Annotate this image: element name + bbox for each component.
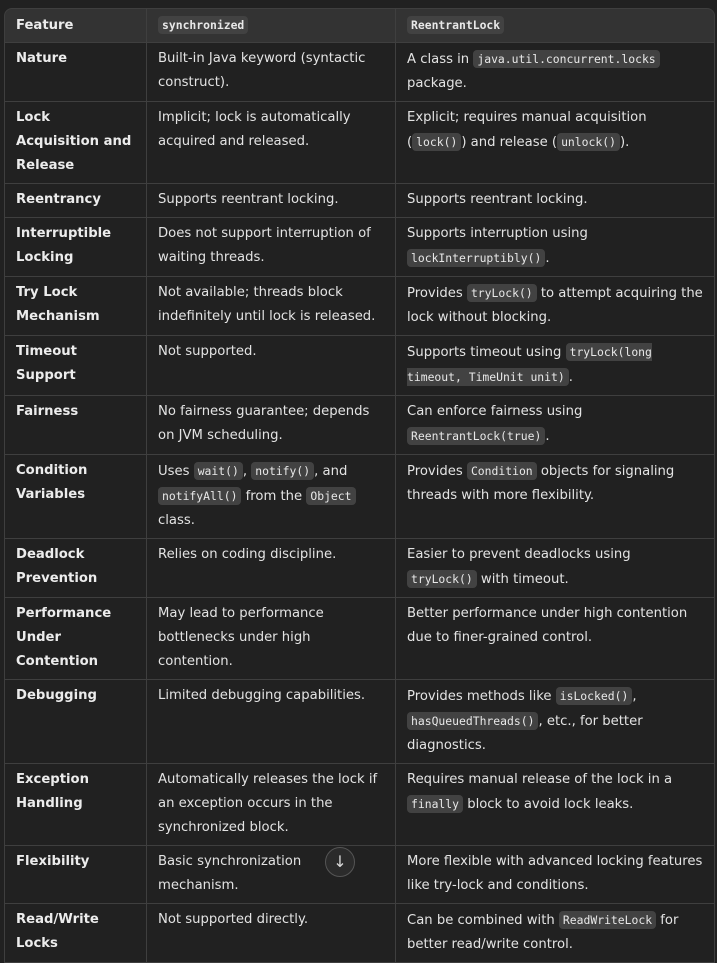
table-row [4, 277, 715, 336]
cell-text: Supports reentrant locking. [407, 192, 588, 207]
inline-code: ReadWriteLock [559, 911, 656, 929]
cell-text: . [568, 370, 573, 385]
cell-text: Built-in Java keyword (syntactic construct). [158, 51, 366, 90]
cell-text: Can enforce fairness using [407, 404, 583, 419]
table-row [4, 764, 715, 846]
feature-cell: Nature [4, 43, 147, 102]
header-reentrantlock-code: ReentrantLock [407, 16, 504, 34]
feature-cell: Reentrancy [4, 184, 147, 218]
cell-text: Explicit; requires manual acquisition ( [407, 110, 647, 150]
feature-cell: Condition Variables [4, 455, 147, 539]
table-row [4, 336, 715, 396]
inline-code: finally [407, 795, 463, 813]
synchronized-cell [147, 336, 396, 396]
table-row [4, 904, 715, 963]
table-row [4, 680, 715, 764]
header-synchronized [147, 8, 396, 43]
table-row [4, 846, 715, 904]
cell-text: , [632, 689, 637, 704]
cell-text: Not supported. [158, 344, 257, 359]
reentrantlock-cell [396, 764, 715, 846]
feature-cell: Read/Write Locks [4, 904, 147, 963]
feature-cell: Performance Under Contention [4, 598, 147, 680]
cell-text: for better read/write control. [407, 913, 679, 952]
reentrantlock-cell [396, 680, 715, 764]
inline-code: notify() [251, 462, 314, 480]
cell-text: Not available; threads block indefinitely until lock is released. [158, 285, 376, 324]
inline-code: unlock() [557, 133, 620, 151]
synchronized-cell [147, 846, 396, 904]
inline-code: tryLock() [467, 284, 537, 302]
scroll-to-bottom-button[interactable] [325, 847, 355, 877]
cell-text: to attempt acquiring the lock without blocking. [407, 286, 703, 325]
cell-text: from the [241, 489, 307, 504]
cell-text: Provides methods like [407, 689, 556, 704]
synchronized-cell [147, 43, 396, 102]
table-row [4, 184, 715, 218]
cell-text: Can be combined with [407, 913, 559, 928]
inline-code: ReentrantLock(true) [407, 427, 545, 445]
cell-text: Does not support interruption of waiting threads. [158, 226, 371, 265]
reentrantlock-cell [396, 277, 715, 336]
cell-text: package. [407, 76, 467, 91]
table-row [4, 43, 715, 102]
synchronized-cell [147, 539, 396, 598]
synchronized-cell [147, 764, 396, 846]
reentrantlock-cell [396, 396, 715, 455]
reentrantlock-cell [396, 455, 715, 539]
comparison-table [4, 8, 715, 963]
cell-text: Not supported directly. [158, 912, 309, 927]
feature-cell: Lock Acquisition and Release [4, 102, 147, 184]
cell-text: Requires manual release of the lock in a [407, 772, 673, 787]
reentrantlock-cell [396, 336, 715, 396]
inline-code: Object [306, 487, 355, 505]
reentrantlock-cell [396, 539, 715, 598]
reentrantlock-cell [396, 904, 715, 963]
cell-text: , [242, 464, 252, 479]
table-row [4, 598, 715, 680]
cell-text: class. [158, 513, 195, 528]
synchronized-cell [147, 277, 396, 336]
inline-code: lock() [412, 133, 461, 151]
feature-cell: Debugging [4, 680, 147, 764]
inline-code: lockInterruptibly() [407, 249, 545, 267]
reentrantlock-cell [396, 218, 715, 277]
table-body [4, 43, 715, 963]
cell-text: Supports interruption using [407, 226, 588, 241]
cell-text: Relies on coding discipline. [158, 547, 337, 562]
cell-text: Limited debugging capabilities. [158, 688, 366, 703]
table-row [4, 539, 715, 598]
header-synchronized-code: synchronized [158, 16, 248, 34]
cell-text: . [545, 251, 550, 266]
cell-text: Better performance under high contention due to finer-grained control. [407, 606, 688, 645]
cell-text: , etc., for better diagnostics. [407, 714, 643, 753]
cell-text: A class in [407, 52, 474, 67]
cell-text: Supports timeout using [407, 345, 566, 360]
table-row [4, 102, 715, 184]
cell-text: Supports reentrant locking. [158, 192, 339, 207]
inline-code: isLocked() [556, 687, 633, 705]
arrow-down-icon: ↓ [333, 852, 347, 871]
cell-text: No fairness guarantee; depends on JVM scheduling. [158, 404, 370, 443]
reentrantlock-cell [396, 184, 715, 218]
inline-code: tryLock(long timeout, TimeUnit unit) [407, 345, 652, 384]
cell-text: , and [314, 464, 348, 479]
cell-text: with timeout. [476, 572, 569, 587]
cell-text: . [545, 429, 550, 444]
cell-text: Basic synchronization mechanism. [158, 854, 302, 893]
synchronized-cell [147, 184, 396, 218]
header-feature: Feature [4, 8, 147, 43]
inline-code: notifyAll() [158, 487, 241, 505]
header-reentrantlock [396, 8, 715, 43]
synchronized-cell [147, 598, 396, 680]
inline-code: wait() [194, 462, 243, 480]
feature-cell: Exception Handling [4, 764, 147, 846]
cell-text: Provides [407, 286, 467, 301]
cell-text: Easier to prevent deadlocks using [407, 547, 631, 562]
table-row [4, 396, 715, 455]
feature-cell: Try Lock Mechanism [4, 277, 147, 336]
cell-text: objects for signaling threads with more flexibility. [407, 464, 675, 503]
cell-text: More flexible with advanced locking features like try-lock and conditions. [407, 854, 703, 893]
inline-code: tryLock() [407, 570, 477, 588]
cell-text: ) and release ( [461, 135, 558, 150]
cell-text: May lead to performance bottlenecks under high contention. [158, 606, 324, 669]
cell-text: Provides [407, 464, 467, 479]
synchronized-cell [147, 218, 396, 277]
feature-cell: Timeout Support [4, 336, 147, 396]
synchronized-cell [147, 102, 396, 184]
inline-code: Condition [467, 462, 537, 480]
cell-text: block to avoid lock leaks. [463, 797, 634, 812]
feature-cell: Fairness [4, 396, 147, 455]
reentrantlock-cell [396, 102, 715, 184]
cell-text: Automatically releases the lock if an exception occurs in the synchronized block. [158, 772, 378, 835]
synchronized-cell [147, 680, 396, 764]
reentrantlock-cell [396, 43, 715, 102]
table-row [4, 455, 715, 539]
cell-text: Uses [158, 464, 194, 479]
cell-text: Implicit; lock is automatically acquired and released. [158, 110, 351, 149]
reentrantlock-cell [396, 846, 715, 904]
synchronized-cell [147, 455, 396, 539]
feature-cell: Flexibility [4, 846, 147, 904]
feature-cell: Deadlock Prevention [4, 539, 147, 598]
feature-cell: Interruptible Locking [4, 218, 147, 277]
synchronized-cell [147, 904, 396, 963]
inline-code: hasQueuedThreads() [407, 712, 538, 730]
cell-text: ). [619, 135, 630, 150]
table-row [4, 218, 715, 277]
inline-code: java.util.concurrent.locks [473, 50, 659, 68]
table-header-row [4, 8, 715, 43]
synchronized-cell [147, 396, 396, 455]
reentrantlock-cell [396, 598, 715, 680]
